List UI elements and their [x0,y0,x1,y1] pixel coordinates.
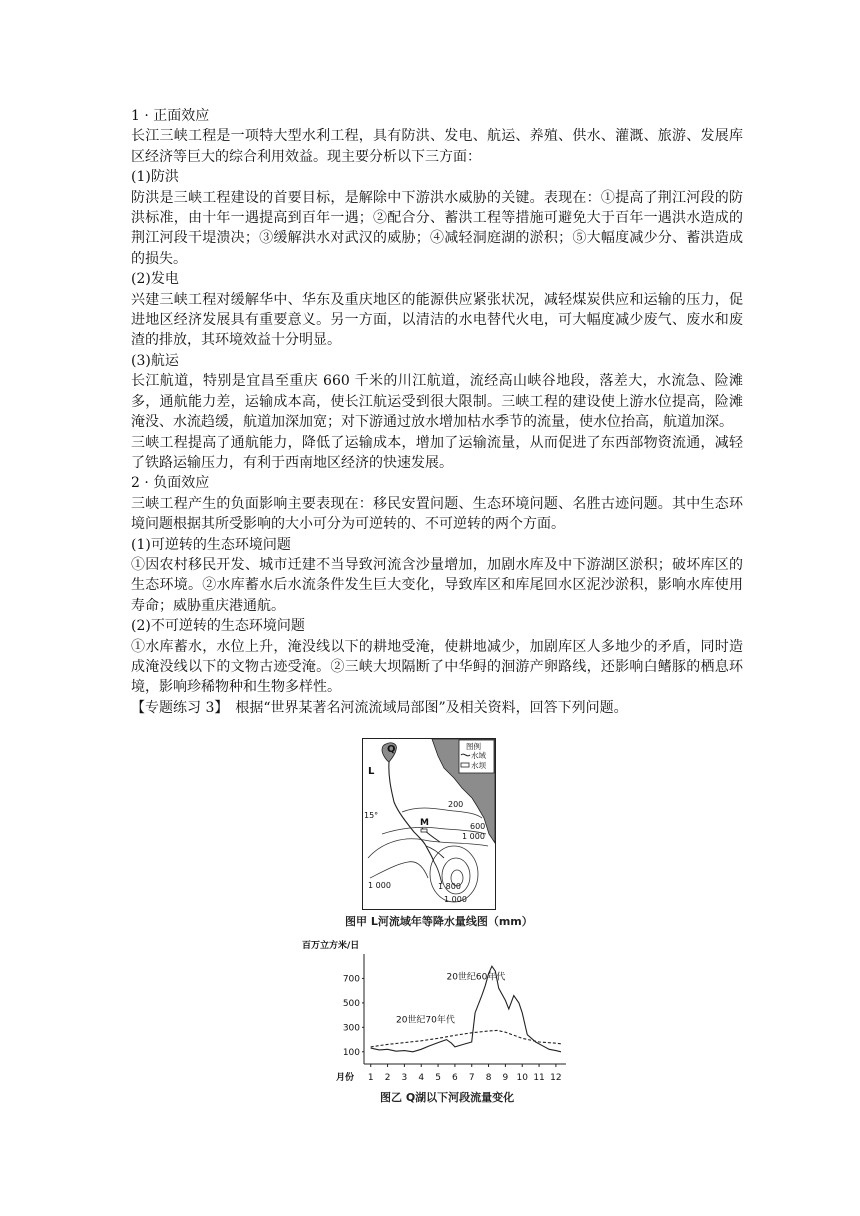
flow-chart [300,936,570,1088]
paragraph: ①水库蓄水，水位上升，淹没线以下的耕地受淹，使耕地减少，加剧库区人多地少的矛盾，同时造成淹没线以下的文物古迹受淹。②三峡大坝隔断了中华鲟的洄游产卵路线，还影响白鳍豚的栖息环境，影响珍稀物种和生物多样性。 [131,638,743,696]
chart-ylabel: 百万立方米/日 [302,941,360,951]
label-1000: 1 000 [368,881,391,890]
paragraph: 兴建三峡工程对缓解华中、华东及重庆地区的能源供应紧张状况，减轻煤炭供应和运输的压力，促进地区经济发展具有重要意义。另一方面，以清洁的水电替代火电，可大幅度减少废气、废水和废渣的排放，其环境效益十分明显。 [131,291,743,349]
label-m: M [420,818,429,828]
map-caption: 图甲 L河流域年等降水量线图（mm） [345,915,533,928]
x-tick-label: 4 [418,1073,425,1083]
x-tick-label: 8 [485,1073,492,1083]
subheading-power: (2)发电 [131,271,179,288]
paragraph: 三峡工程产生的负面影响主要表现在：移民安置问题、生态环境问题、名胜古迹问题。其中生态环境问题根据其所受影响的大小可分为可逆转的、不可逆转的两个方面。 [131,495,743,533]
x-tick-label: 9 [502,1073,509,1083]
y-tick-label: 300 [342,1023,360,1034]
label-600: 600 [470,822,486,831]
legend-dam: 水坝 [471,761,486,770]
paragraph: 防洪是三峡工程建设的首要目标，是解除中下游洪水威胁的关键。表现在：①提高了荆江河段的防洪标准，由十年一遇提高到百年一遇；②配合分、蓄洪工程等措施可避免大于百年一遇洪水造成的荆江河段干堤溃决；③缓解洪水对武汉的威胁；④减轻洞庭湖的淤积；⑤大幅度减少分、蓄洪造成的损失。 [131,189,743,267]
x-tick-label: 2 [384,1073,391,1083]
exercise-prompt: 【专题练习 3】 根据“世界某著名河流流域局部图”及相关资料，回答下列问题。 [131,699,628,716]
subheading-flood: (1)防洪 [131,169,179,186]
y-tick-label: 500 [342,998,360,1009]
subheading-shipping: (3)航运 [131,352,179,369]
document-text [131,106,743,718]
legend-title: 图例 [466,742,481,751]
label-1800: 1 800 [438,882,461,891]
y-tick-label: 100 [342,1047,360,1058]
x-tick-label: 6 [452,1073,458,1083]
paragraph: 长江三峡工程是一项特大型水利工程，具有防洪、发电、航运、养殖、供水、灌溉、旅游、发展库区经济等巨大的综合利用效益。现主要分析以下三方面： [131,128,743,165]
label-q: Q [387,744,396,755]
series-label-1: 20世纪60年代 [446,972,506,983]
label-latitude: 15° [364,811,379,820]
x-tick-label: 11 [533,1073,545,1083]
rainfall-map [362,738,496,910]
dam-m [421,829,427,832]
chart-caption: 图乙 Q湖以下河段流量变化 [380,1091,515,1104]
heading-positive: 1 · 正面效应 [131,108,210,124]
x-tick-label: 5 [435,1073,441,1083]
x-tick-label: 10 [516,1073,528,1083]
paragraph: 三峡工程提高了通航能力，降低了运输成本，增加了运输流量，从而促进了东西部物资流通，减轻了铁路运输压力，有利于西南地区经济的快速发展。 [131,434,743,471]
subheading-irreversible: (2)不可逆转的生态环境问题 [131,618,305,635]
subheading-reversible: (1)可逆转的生态环境问题 [131,536,291,553]
legend-water: 水域 [471,751,486,760]
heading-negative: 2 · 负面效应 [131,475,210,492]
paragraph: ①因农村移民开发、城市迁建不当导致河流含沙量增加，加剧水库及中下游湖区淤积；破坏库区的生态环境。②水库蓄水后水流条件发生巨大变化，导致库区和库尾回水区泥沙淤积，影响水库使用寿命；威胁重庆港通航。 [131,556,743,614]
label-200: 200 [448,800,464,809]
label-l: L [368,766,375,777]
label-1000: 1 000 [444,895,467,904]
y-tick-label: 700 [342,974,360,985]
x-tick-label: 7 [468,1073,475,1083]
series-label-2: 20世纪70年代 [395,1015,455,1026]
x-tick-label: 12 [550,1073,562,1083]
dam-legend-icon [461,763,469,767]
label-1000: 1 000 [462,832,485,841]
x-tick-label: 1 [367,1073,374,1083]
paragraph: 长江航道，特别是宜昌至重庆 660 千米的川江航道，流经高山峡谷地段，落差大，水流急、险滩多，通航能力差，运输成本高，使长江航运受到很大限制。三峡工程的建设使上游水位提高，险滩淹没、水流趋缓，航道加深加宽；对下游通过放水增加枯水季节的流量，使水位抬高，航道加深。 [131,373,743,431]
chart-xlabel: 月份 [336,1073,355,1083]
x-tick-label: 3 [401,1073,408,1083]
